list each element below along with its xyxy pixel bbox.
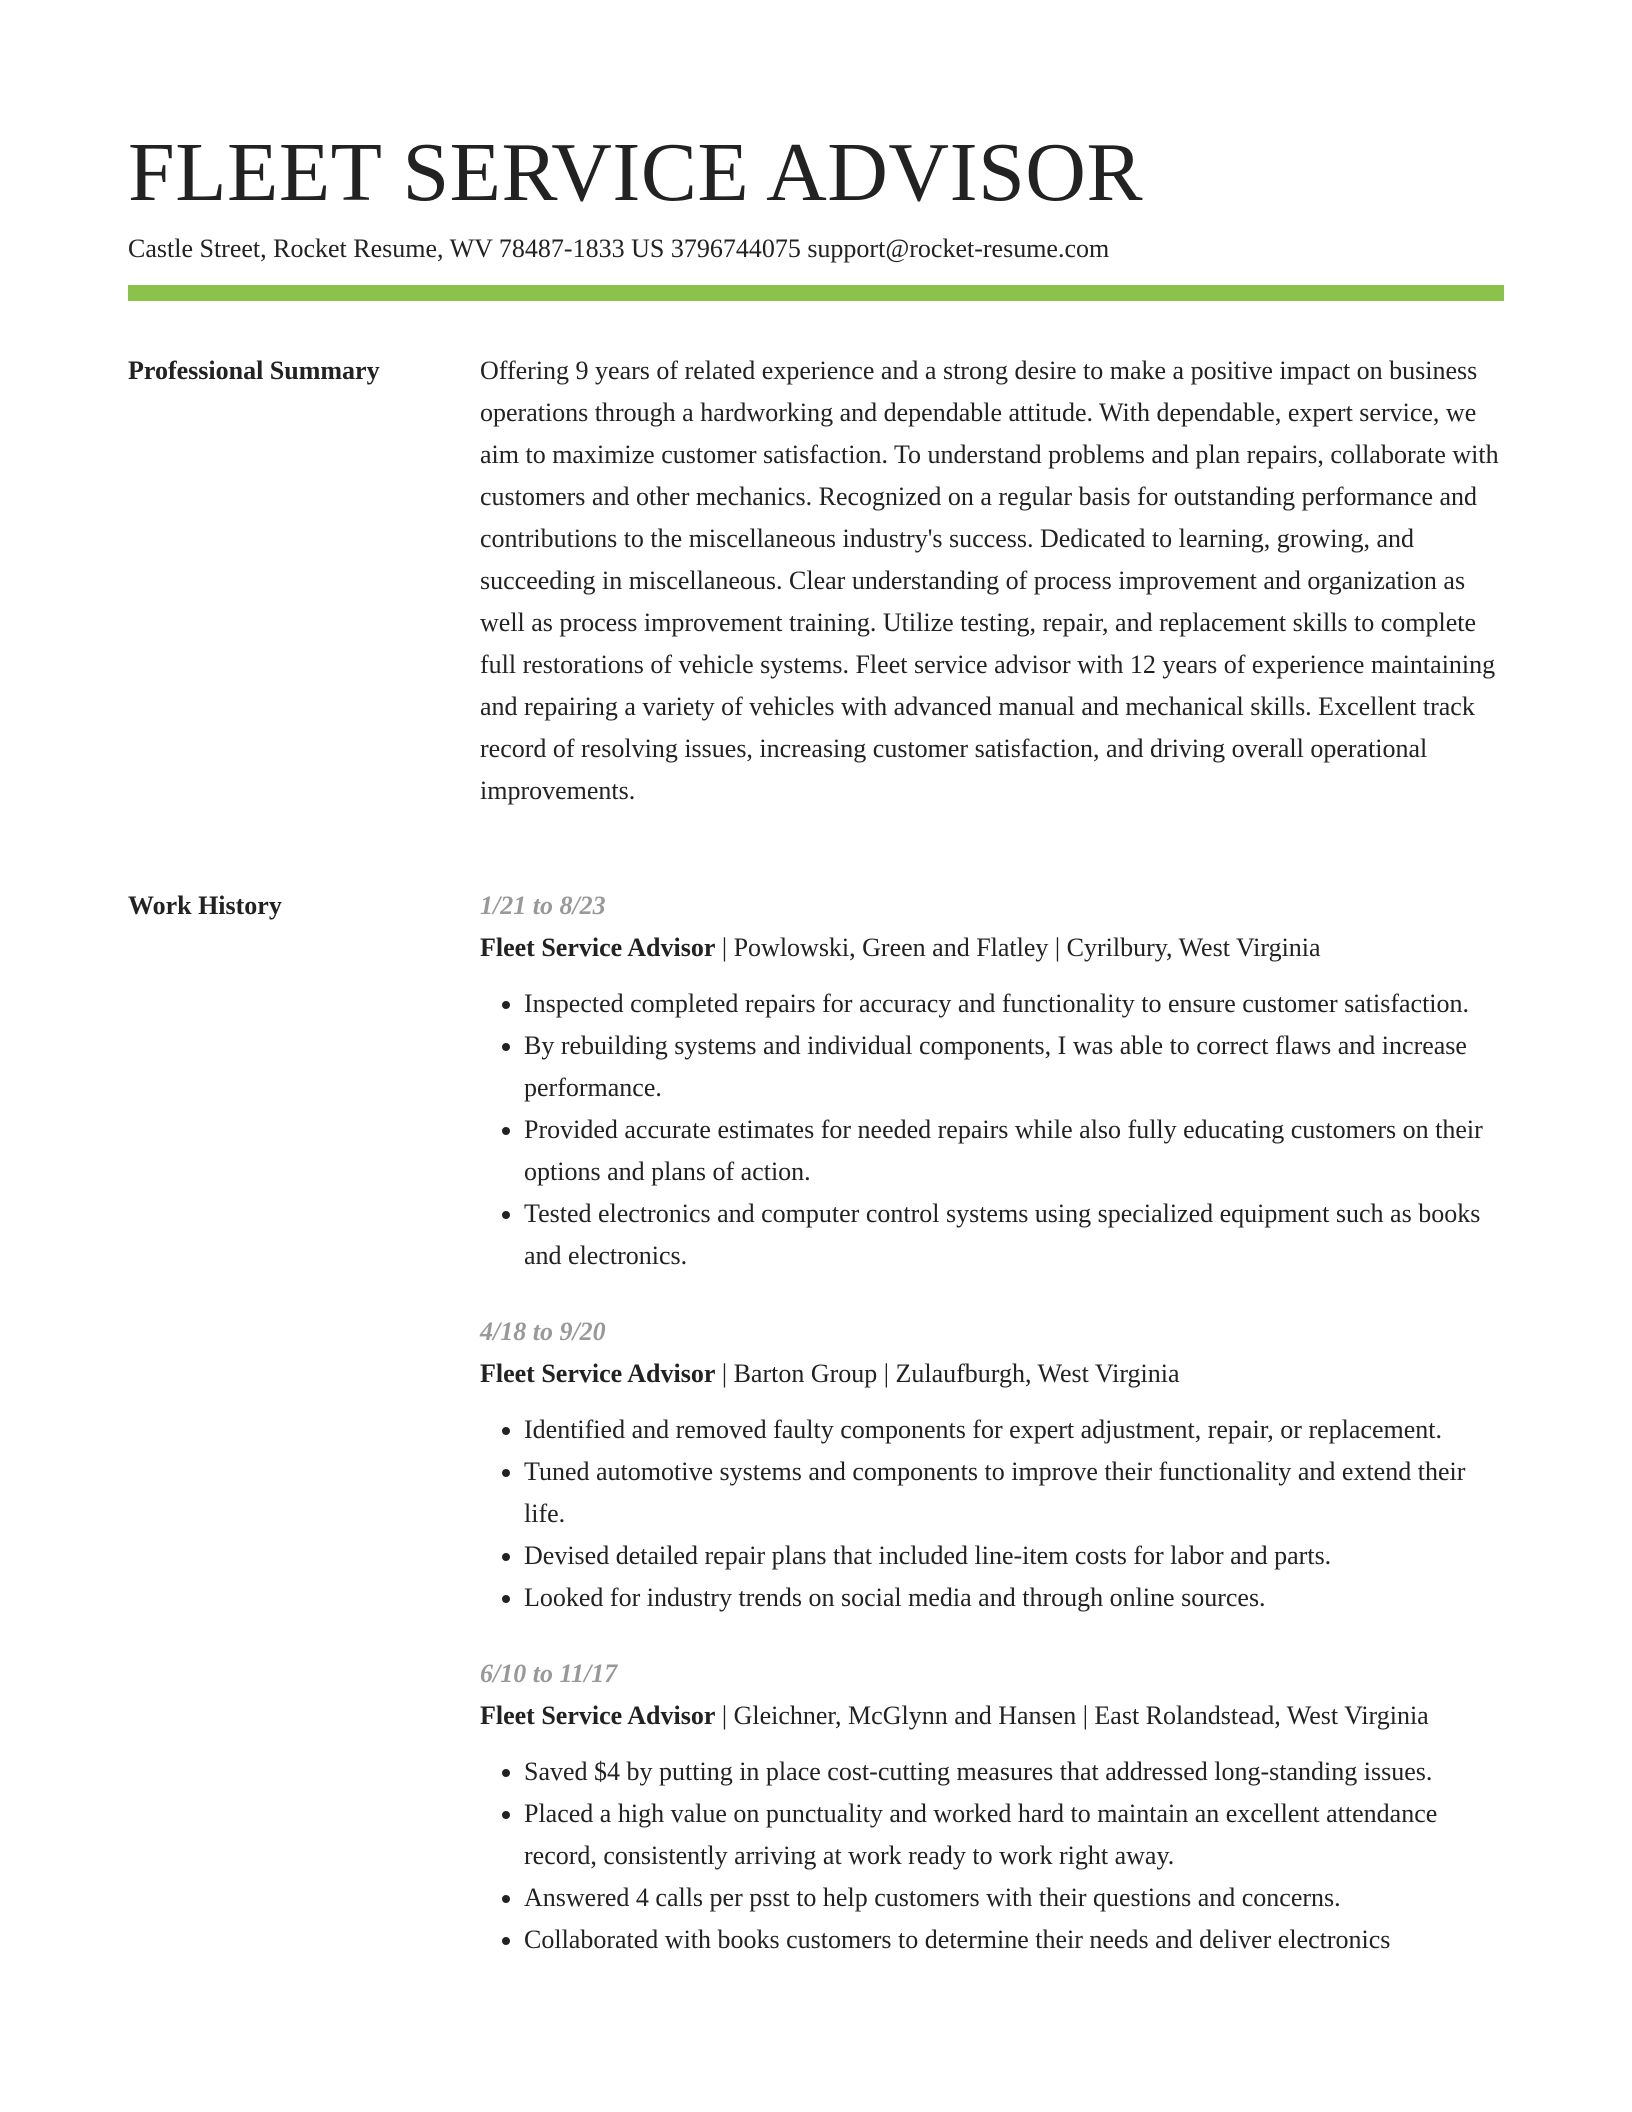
job-details: | Barton Group | Zulaufburgh, West Virginia (715, 1359, 1180, 1388)
job-bullet-list (480, 1751, 1504, 1961)
job-details: | Gleichner, McGlynn and Hansen | East Rolandstead, West Virginia (715, 1701, 1429, 1730)
job-dates: 6/10 to 11/17 (480, 1659, 618, 1688)
job-title: Fleet Service Advisor (480, 1359, 716, 1388)
job-title: Fleet Service Advisor (480, 1701, 716, 1730)
job-bullet: • Inspected completed repairs for accuracy and functionality to ensure customer satisfaction. (524, 983, 1504, 1025)
section-label-work-history: Work History (128, 891, 282, 920)
job-dates: 1/21 to 8/23 (480, 891, 606, 920)
job-title-line (480, 1695, 1504, 1737)
job-title: Fleet Service Advisor (480, 933, 716, 962)
accent-divider (128, 285, 1504, 301)
contact-line: Castle Street, Rocket Resume, WV 78487-1833 US 3796744075 support@rocket-resume.com (128, 234, 1110, 263)
job-bullet: • Placed a high value on punctuality and worked hard to maintain an excellent attendance record, consistently arriving at work ready to work right away. (524, 1793, 1504, 1877)
work-history-body (480, 885, 1504, 1995)
job-bullet: • Collaborated with books customers to determine their needs and deliver electronics (524, 1919, 1504, 1961)
job-bullet-list (480, 983, 1504, 1277)
job-entry (480, 885, 1504, 1277)
summary-text: Offering 9 years of related experience and a strong desire to make a positive impact on business operations through a hardworking and dependable attitude. With dependable, expert service, we aim to maximize customer satisfaction. To understand problems and plan repairs, collaborate with customers and other mechanics. Recognized on a regular basis for outstanding performance and contributions to the miscellaneous industry's success. Dedicated to learning, growing, and succeeding in miscellaneous. Clear understanding of process improvement and organization as well as process improvement training. Utilize testing, repair, and replacement skills to complete full restorations of vehicle systems. Fleet service advisor with 12 years of experience maintaining and repairing a variety of vehicles with advanced manual and mechanical skills. Excellent track record of resolving issues, increasing customer satisfaction, and driving overall operational improvements. (480, 356, 1499, 805)
section-label-summary: Professional Summary (128, 356, 380, 385)
job-details: | Powlowski, Green and Flatley | Cyrilbury, West Virginia (715, 933, 1321, 962)
job-bullet: • Provided accurate estimates for needed repairs while also fully educating customers on their options and plans of action. (524, 1109, 1504, 1193)
resume-name-heading: FLEET SERVICE ADVISOR (128, 126, 1143, 219)
job-title-line (480, 1353, 1504, 1395)
job-title-line (480, 927, 1504, 969)
job-bullet: • Devised detailed repair plans that included line-item costs for labor and parts. (524, 1535, 1504, 1577)
job-bullet: • Looked for industry trends on social media and through online sources. (524, 1577, 1504, 1619)
job-bullet: • Saved $4 by putting in place cost-cutting measures that addressed long-standing issues. (524, 1751, 1504, 1793)
job-bullet: • Identified and removed faulty components for expert adjustment, repair, or replacement. (524, 1409, 1504, 1451)
job-bullet-list (480, 1409, 1504, 1619)
job-dates: 4/18 to 9/20 (480, 1317, 606, 1346)
job-bullet: • By rebuilding systems and individual components, I was able to correct flaws and increase performance. (524, 1025, 1504, 1109)
summary-body (480, 350, 1504, 812)
job-bullet: • Answered 4 calls per psst to help customers with their questions and concerns. (524, 1877, 1504, 1919)
job-entry (480, 1311, 1504, 1619)
job-bullet: • Tested electronics and computer control systems using specialized equipment such as books and electronics. (524, 1193, 1504, 1277)
job-entry (480, 1653, 1504, 1961)
job-bullet: • Tuned automotive systems and components to improve their functionality and extend their life. (524, 1451, 1504, 1535)
